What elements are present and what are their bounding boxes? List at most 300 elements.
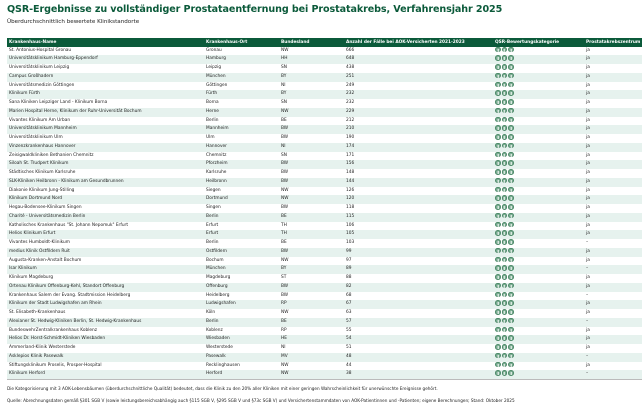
- aok-tree-icon: [495, 353, 501, 359]
- cell-zentrum: ja: [584, 300, 642, 309]
- cell-bewertung: [493, 152, 584, 161]
- cell-bewertung: [493, 73, 584, 82]
- cell-zentrum: ja: [584, 178, 642, 187]
- rating-trees: [495, 362, 514, 368]
- cell-ort: Mannheim: [204, 125, 279, 134]
- cell-bundesland: SN: [281, 100, 287, 106]
- aok-tree-icon: [508, 134, 514, 140]
- cell-zentrum: ja: [586, 47, 590, 53]
- table-row: [7, 318, 642, 327]
- aok-tree-icon: [508, 274, 514, 280]
- cell-name: Krankenhaus Salem der Evang. Stadtmission Heidelberg: [9, 292, 131, 298]
- cell-bundesland: BW: [279, 125, 344, 134]
- rating-trees: [495, 108, 514, 114]
- aok-tree-icon: [502, 82, 508, 88]
- col-header-bewertung: QSR-Bewertungskategorie: [493, 38, 584, 47]
- cell-zentrum: ja: [586, 170, 590, 176]
- aok-tree-icon: [508, 187, 514, 193]
- cell-zentrum: ja: [586, 152, 590, 158]
- cell-bewertung: [493, 239, 584, 248]
- cell-bundesland: NW: [279, 195, 344, 204]
- table-row: [7, 55, 642, 64]
- cell-name: Hegau-Bodensee-Klinikum Singen: [9, 205, 82, 211]
- aok-tree-icon: [495, 292, 501, 298]
- cell-name: Universitätsklinikum Mannheim: [7, 125, 204, 134]
- cell-ort: Pforzheim: [204, 160, 279, 169]
- cell-name: Marien Hospital Herne, Klinikum der Ruhr-Universität Bochum: [7, 108, 204, 117]
- cell-name: Klinikum Herford: [7, 370, 204, 379]
- cell-zentrum: ja: [586, 362, 590, 368]
- cell-zentrum: ja: [586, 100, 590, 106]
- cell-faelle: 251: [344, 73, 493, 82]
- cell-name: Alexianer St. Hedwig-Kliniken Berlin, St. Hedwig-Krankenhaus: [7, 318, 204, 327]
- cell-zentrum: ja: [586, 327, 590, 333]
- aok-tree-icon: [508, 327, 514, 333]
- table-row: [7, 335, 642, 344]
- cell-ort: Wiesbaden: [204, 335, 279, 344]
- cell-faelle: 126: [346, 187, 355, 193]
- cell-bewertung: [493, 257, 584, 266]
- cell-bundesland: BY: [279, 90, 344, 99]
- aok-tree-icon: [508, 160, 514, 166]
- table-row: [7, 178, 642, 187]
- aok-tree-icon: [495, 283, 501, 289]
- cell-bewertung: [493, 327, 584, 336]
- cell-name: Zeisigwaldkliniken Bethanien Chemnitz: [9, 152, 94, 158]
- table-row: [7, 108, 642, 117]
- aok-tree-icon: [502, 292, 508, 298]
- cell-name: BundeswehrZentralkrankenhaus Koblenz: [9, 327, 98, 333]
- cell-bewertung: [493, 292, 584, 301]
- aok-tree-icon: [495, 99, 501, 105]
- table-row: [7, 82, 642, 91]
- cell-faelle: 82: [344, 283, 493, 292]
- aok-tree-icon: [508, 125, 514, 131]
- cell-faelle: 106: [346, 222, 355, 228]
- aok-tree-icon: [502, 143, 508, 149]
- cell-bewertung: [493, 300, 584, 309]
- cell-ort: Recklinghausen: [206, 362, 240, 368]
- cell-ort: Köln: [206, 310, 216, 316]
- aok-tree-icon: [508, 257, 514, 263]
- aok-tree-icon: [495, 64, 501, 70]
- cell-name: Helios Dr. Horst-Schmidt-Kliniken Wiesbaden: [7, 335, 204, 344]
- cell-bundesland: NI: [281, 82, 286, 88]
- rating-trees: [495, 370, 514, 376]
- cell-zentrum: ja: [584, 213, 642, 222]
- cell-zentrum: ja: [586, 187, 590, 193]
- aok-tree-icon: [495, 195, 501, 201]
- aok-tree-icon: [495, 73, 501, 79]
- cell-faelle: 55: [346, 327, 352, 333]
- cell-zentrum: ja: [584, 125, 642, 134]
- cell-ort: Westerstede: [206, 345, 233, 351]
- rating-trees: [495, 239, 514, 245]
- table-row: [7, 283, 642, 292]
- aok-tree-icon: [495, 230, 501, 236]
- table-row: [7, 99, 642, 108]
- cell-bundesland: NW: [281, 257, 289, 263]
- aok-tree-icon: [495, 327, 501, 333]
- table-row: [7, 47, 642, 56]
- cell-bundesland: HH: [279, 55, 344, 64]
- cell-bewertung: [493, 108, 584, 117]
- cell-ort: Offenburg: [204, 283, 279, 292]
- cell-bundesland: HE: [279, 335, 344, 344]
- cell-faelle: 67: [344, 300, 493, 309]
- table-row: [7, 195, 642, 204]
- cell-ort: Gronau: [206, 47, 222, 53]
- cell-name: Diakonie Klinikum Jung-Stilling: [9, 187, 75, 193]
- aok-tree-icon: [502, 99, 508, 105]
- cell-name: Universitätsklinikum Leipzig: [9, 65, 70, 71]
- aok-tree-icon: [502, 134, 508, 140]
- cell-faelle: 210: [344, 125, 493, 134]
- table-row: [7, 143, 642, 152]
- cell-bundesland: BE: [279, 318, 344, 327]
- aok-tree-icon: [508, 265, 514, 271]
- aok-tree-icon: [508, 90, 514, 96]
- cell-faelle: 68: [346, 292, 352, 298]
- col-header-ort: Krankenhaus-Ort: [204, 38, 279, 47]
- cell-ort: Dortmund: [204, 195, 279, 204]
- cell-faelle: 666: [346, 47, 355, 53]
- aok-tree-icon: [502, 230, 508, 236]
- aok-tree-icon: [502, 117, 508, 123]
- rating-trees: [495, 204, 514, 210]
- page-title: QSR-Ergebnisse zu vollständiger Prostataentfernung bei Prostatakrebs, Verfahrensjahr 2025: [7, 4, 503, 15]
- aok-tree-icon: [502, 318, 508, 324]
- aok-tree-icon: [495, 274, 501, 280]
- aok-tree-icon: [508, 300, 514, 306]
- table-row: [7, 152, 642, 161]
- rating-trees: [495, 283, 514, 289]
- aok-tree-icon: [502, 169, 508, 175]
- aok-tree-icon: [502, 327, 508, 333]
- cell-zentrum: ja: [584, 230, 642, 239]
- cell-bewertung: [493, 169, 584, 178]
- aok-tree-icon: [495, 152, 501, 158]
- cell-bewertung: [493, 248, 584, 257]
- aok-tree-icon: [502, 283, 508, 289]
- cell-name: Ortenau Klinikum Offenburg-Kehl, Standort Offenburg: [7, 283, 204, 292]
- cell-bewertung: [493, 335, 584, 344]
- aok-tree-icon: [508, 47, 514, 53]
- col-header-bundesland: Bundesland: [279, 38, 344, 47]
- table-row: [7, 239, 642, 248]
- cell-name: Universitätsklinikum Hamburg-Eppendorf: [7, 55, 204, 64]
- cell-name: Universitätsklinikum Ulm: [9, 135, 63, 141]
- cell-ort: Hamburg: [204, 55, 279, 64]
- aok-tree-icon: [495, 265, 501, 271]
- aok-tree-icon: [508, 230, 514, 236]
- aok-tree-icon: [495, 55, 501, 61]
- cell-bundesland: BW: [281, 170, 289, 176]
- rating-trees: [495, 64, 514, 70]
- rating-trees: [495, 292, 514, 298]
- aok-tree-icon: [495, 213, 501, 219]
- table-row: [7, 64, 642, 73]
- rating-trees: [495, 335, 514, 341]
- aok-tree-icon: [502, 335, 508, 341]
- rating-trees: [495, 265, 514, 271]
- cell-bundesland: SN: [281, 152, 287, 158]
- cell-name: Campus Großhadern: [7, 73, 204, 82]
- table-row: [7, 204, 642, 213]
- cell-ort: Pasewalk: [204, 353, 279, 362]
- cell-bewertung: [493, 99, 584, 108]
- cell-faelle: 232: [344, 90, 493, 99]
- aok-tree-icon: [495, 335, 501, 341]
- cell-bewertung: [493, 134, 584, 143]
- cell-ort: Hannover: [204, 143, 279, 152]
- cell-zentrum: –: [586, 292, 589, 298]
- cell-bundesland: NW: [281, 362, 289, 368]
- table-row: [7, 213, 642, 222]
- rating-trees: [495, 143, 514, 149]
- table-row: [7, 160, 642, 169]
- cell-bewertung: [493, 230, 584, 239]
- cell-bewertung: [493, 195, 584, 204]
- cell-faelle: 212: [346, 117, 355, 123]
- rating-trees: [495, 73, 514, 79]
- table-row: [7, 90, 642, 99]
- aok-tree-icon: [495, 134, 501, 140]
- cell-faelle: 38: [344, 370, 493, 379]
- aok-tree-icon: [502, 152, 508, 158]
- cell-faelle: 44: [346, 362, 352, 368]
- cell-name: Klinikum Magdeburg: [9, 275, 54, 281]
- cell-bundesland: TH: [281, 222, 287, 228]
- cell-name: St. Antonius-Hospital Gronau: [9, 47, 72, 53]
- cell-bewertung: [493, 309, 584, 318]
- cell-faelle: 156: [344, 160, 493, 169]
- cell-faelle: 103: [346, 240, 355, 246]
- cell-ort: München: [204, 265, 279, 274]
- cell-bewertung: [493, 222, 584, 231]
- aok-tree-icon: [502, 370, 508, 376]
- aok-tree-icon: [495, 169, 501, 175]
- aok-tree-icon: [502, 187, 508, 193]
- aok-tree-icon: [508, 64, 514, 70]
- cell-bewertung: [493, 362, 584, 371]
- table-row: [7, 73, 642, 82]
- aok-tree-icon: [508, 99, 514, 105]
- cell-faelle: 249: [346, 82, 355, 88]
- table-row: [7, 169, 642, 178]
- cell-faelle: 115: [344, 213, 493, 222]
- cell-zentrum: ja: [584, 160, 642, 169]
- aok-tree-icon: [495, 248, 501, 254]
- cell-bewertung: [493, 283, 584, 292]
- table-row: [7, 134, 642, 143]
- rating-trees: [495, 344, 514, 350]
- cell-faelle: 51: [346, 345, 352, 351]
- table-row: [7, 353, 642, 362]
- aok-tree-icon: [508, 82, 514, 88]
- aok-tree-icon: [508, 239, 514, 245]
- cell-zentrum: ja: [584, 55, 642, 64]
- rating-trees: [495, 160, 514, 166]
- cell-ort: Chemnitz: [206, 152, 227, 158]
- cell-name: Städtisches Klinikum Karlsruhe: [9, 170, 76, 176]
- table-row: [7, 257, 642, 266]
- aok-tree-icon: [495, 318, 501, 324]
- table-header-row: [7, 38, 642, 47]
- aok-tree-icon: [508, 309, 514, 315]
- aok-tree-icon: [495, 257, 501, 263]
- cell-ort: Berlin: [204, 213, 279, 222]
- aok-tree-icon: [508, 283, 514, 289]
- aok-tree-icon: [508, 362, 514, 368]
- aok-tree-icon: [508, 353, 514, 359]
- cell-bundesland: BE: [281, 117, 287, 123]
- aok-tree-icon: [495, 125, 501, 131]
- cell-bewertung: [493, 265, 584, 274]
- cell-faelle: 438: [346, 65, 355, 71]
- cell-ort: Herford: [204, 370, 279, 379]
- cell-name: Stiftungsklinikum Proselis, Prosper-Hospital: [9, 362, 102, 368]
- table-row: [7, 187, 642, 196]
- cell-faelle: 232: [346, 100, 355, 106]
- cell-bewertung: [493, 55, 584, 64]
- aok-tree-icon: [502, 204, 508, 210]
- cell-zentrum: ja: [586, 257, 590, 263]
- rating-trees: [495, 187, 514, 193]
- aok-tree-icon: [508, 292, 514, 298]
- rating-trees: [495, 90, 514, 96]
- cell-bundesland: NI: [281, 345, 286, 351]
- cell-name: Helios Klinikum Erfurt: [7, 230, 204, 239]
- aok-tree-icon: [495, 370, 501, 376]
- cell-faelle: 144: [344, 178, 493, 187]
- cell-zentrum: ja: [584, 335, 642, 344]
- cell-ort: Bochum: [206, 257, 224, 263]
- aok-tree-icon: [502, 90, 508, 96]
- aok-tree-icon: [502, 108, 508, 114]
- cell-zentrum: ja: [586, 310, 590, 316]
- rating-trees: [495, 213, 514, 219]
- cell-bewertung: [493, 47, 584, 56]
- aok-tree-icon: [508, 152, 514, 158]
- cell-faelle: 57: [344, 318, 493, 327]
- cell-faelle: 229: [344, 108, 493, 117]
- cell-name: Ammerland-Klinik Westerstede: [9, 345, 76, 351]
- cell-name: Universitätsmedizin Göttingen: [9, 82, 75, 88]
- cell-bundesland: SN: [281, 65, 287, 71]
- cell-bundesland: BW: [279, 283, 344, 292]
- cell-faelle: 105: [344, 230, 493, 239]
- rating-trees: [495, 125, 514, 131]
- cell-faelle: 190: [346, 135, 355, 141]
- clinic-table: [7, 38, 642, 380]
- cell-bundesland: TH: [279, 230, 344, 239]
- aok-tree-icon: [495, 160, 501, 166]
- aok-tree-icon: [495, 300, 501, 306]
- aok-tree-icon: [502, 274, 508, 280]
- cell-ort: Singen: [206, 205, 221, 211]
- cell-bundesland: NW: [281, 310, 289, 316]
- cell-zentrum: ja: [584, 108, 642, 117]
- cell-bundesland: BW: [279, 160, 344, 169]
- aok-tree-icon: [508, 143, 514, 149]
- aok-tree-icon: [502, 309, 508, 315]
- cell-ort: Leipzig: [206, 65, 222, 71]
- cell-ort: Ulm: [206, 135, 215, 141]
- aok-tree-icon: [502, 362, 508, 368]
- aok-tree-icon: [495, 117, 501, 123]
- cell-zentrum: ja: [586, 205, 590, 211]
- cell-ort: Erfurt: [206, 222, 219, 228]
- cell-bewertung: [493, 370, 584, 379]
- cell-bewertung: [493, 117, 584, 126]
- cell-faelle: 148: [346, 170, 355, 176]
- rating-trees: [495, 55, 514, 61]
- aok-tree-icon: [495, 362, 501, 368]
- table-row: [7, 327, 642, 336]
- aok-tree-icon: [508, 55, 514, 61]
- cell-bewertung: [493, 125, 584, 134]
- col-header-zentrum: Prostatakrebszentrum: [586, 39, 641, 45]
- cell-bundesland: NW: [281, 187, 289, 193]
- aok-tree-icon: [502, 300, 508, 306]
- aok-tree-icon: [495, 143, 501, 149]
- rating-trees: [495, 134, 514, 140]
- rating-trees: [495, 152, 514, 158]
- cell-ort: Magdeburg: [206, 275, 231, 281]
- aok-tree-icon: [502, 213, 508, 219]
- cell-bundesland: BW: [279, 248, 344, 257]
- cell-bewertung: [493, 353, 584, 362]
- cell-zentrum: ja: [584, 248, 642, 257]
- aok-tree-icon: [508, 117, 514, 123]
- cell-ort: Borna: [206, 100, 219, 106]
- table-row: [7, 300, 642, 309]
- aok-tree-icon: [495, 222, 501, 228]
- aok-tree-icon: [495, 239, 501, 245]
- cell-bewertung: [493, 318, 584, 327]
- aok-tree-icon: [502, 47, 508, 53]
- cell-zentrum: ja: [586, 65, 590, 71]
- cell-name: medius Klinik Ostfildern Ruit: [7, 248, 204, 257]
- table-row: [7, 230, 642, 239]
- cell-bewertung: [493, 213, 584, 222]
- cell-bundesland: BW: [279, 178, 344, 187]
- table-row: [7, 222, 642, 231]
- aok-tree-icon: [508, 344, 514, 350]
- cell-faelle: 171: [346, 152, 355, 158]
- cell-zentrum: ja: [584, 195, 642, 204]
- table-row: [7, 292, 642, 301]
- cell-name: SLK-Kliniken Heilbronn - Klinikum am Gesundbrunnen: [7, 178, 204, 187]
- rating-trees: [495, 99, 514, 105]
- aok-tree-icon: [508, 318, 514, 324]
- aok-tree-icon: [495, 178, 501, 184]
- cell-name: St. Elisabeth-Krankenhaus: [9, 310, 66, 316]
- cell-bundesland: BY: [279, 73, 344, 82]
- cell-bundesland: ST: [281, 275, 287, 281]
- aok-tree-icon: [495, 90, 501, 96]
- table-row: [7, 248, 642, 257]
- aok-tree-icon: [502, 265, 508, 271]
- aok-tree-icon: [502, 125, 508, 131]
- table-row: [7, 370, 642, 379]
- cell-zentrum: ja: [586, 222, 590, 228]
- aok-tree-icon: [508, 204, 514, 210]
- cell-zentrum: –: [584, 318, 642, 327]
- cell-name: Vinzenzkrankenhaus Hannover: [7, 143, 204, 152]
- cell-name: Asklepios Klinik Pasewalk: [7, 353, 204, 362]
